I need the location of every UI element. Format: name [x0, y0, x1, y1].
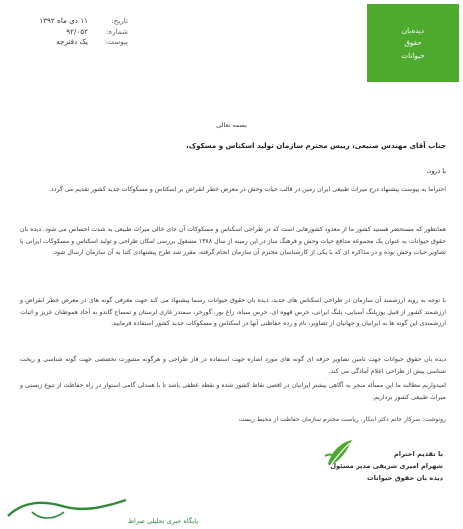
paragraph-5: امیدواریم مطالبه ما این مسأله منجر به آگاهی بیشتر ایرانیان در اقصی نقاط کشور شده و نقطه عطفی باشد تا با همدلی گامی استوار در راه حفاظت از تنوع زیستی و میراث طبیعی کشور برداریم.: [20, 382, 446, 401]
logo-line-1: دیده‌بان: [401, 26, 425, 36]
signature-block: [293, 448, 443, 485]
signer-name: شهرام امیری شریفی مدیر مسئول: [330, 462, 443, 471]
attachment-label: پیوست:: [104, 37, 128, 46]
letter-meta: [8, 16, 128, 48]
paragraph-4: دیده بان حقوق حیوانات جهت تامین تصاویر حرفه ای گونه های مورد اشاره جهت استفاده در فاز طراحی و هرگونه مشورت تخصصی جهت گونه شناسی و ریخت شناسی پیش از طراحی اعلام آمادگی می کند.: [20, 356, 446, 375]
watermark-text: پایگاه خبری تحلیلی صراط: [128, 517, 199, 525]
attachment-value: یک دفترچه: [56, 37, 88, 46]
news-site-watermark: [2, 492, 199, 526]
carbon-copy: رونوشت: سرکار خانم دکتر ابتکار، ریاست محترم سازمان حفاظت از محیط زیست: [238, 416, 446, 423]
closing-text: با تقدیم احترام: [393, 450, 443, 458]
logo-line-3: حیوانات: [401, 50, 425, 60]
paragraph-1: احتراما به پیوست پیشنهاد درج میراث طبیعی ایران زمین در قالب حیات وحش در معرض خطر انقراض بر اسکناس و مسکوکات جدید کشور تقدیم می گردد.: [48, 186, 446, 193]
greeting: با درود،: [426, 167, 446, 175]
paragraph-2: همانطور که مستحضر هستید کشور ما از معدود کشورهایی است که در طراحی اسکناس و مسکوکات آن جای خالی میراث طبیعی به شدت احساس می شود. دیده بان حقوق حیوانات به عنوان یک مجموعه مدافع حیات وحش و فرهنگ ساز در این زمینه از سال ۱۳۸۸ مشغول بررسی امکان طراحی و تولید اسکناس و مسکوکات ایرانی با تصاویر حیات وحش بوده و در مذاکره ای که با یکی از کارشناسان محترم آن سازمان انجام گرفته، مقرر شد طرح پیشنهادی کتبا به آن سازمان ارسال شود.: [20, 226, 446, 257]
meta-number-row: [8, 27, 128, 38]
date-label: تاریخ:: [111, 16, 128, 25]
meta-attachment-row: [8, 37, 128, 48]
paragraph-3: با توجه به رویه ارزشمند آن سازمان در طراحی اسکناس های جدید، دیده بان حقوق حیوانات رسما پیشنهاد می کند جهت معرفی گونه های در معرض خطر انقراض و ارزشمند کشور از قبیل یوزپلنگ آسیایی، پلنگ ایرانی، خرس قهوه ای، خرس سیاه، زاغ بور، گورخر، سمندر غاری لرستان و تمساح گاندو به آحاد هموطنان عزیز و اثبات ارزشمندی این گونه ها به ایرانیان و جهانیان از تصاویر، نام و رده حفاظتی آنها در اسکناس و مسکوکات جدید کشور استفاده فرمایید.: [20, 297, 446, 328]
date-value: ۱۱ دی ماه ۱۳۹۲: [39, 16, 88, 25]
meta-date-row: [8, 16, 128, 27]
organization-logo: [367, 4, 459, 82]
number-value: ۹۲/۰۵۲: [66, 26, 88, 36]
logo-line-2: حقوق: [404, 38, 422, 48]
signer-organization: دیده بان حقوق حیوانات: [367, 474, 443, 483]
number-label: شماره:: [105, 26, 128, 36]
addressee: جناب آقای مهندس صنیعی، رییس محترم سازمان تولید اسکناس و مسکوک،: [186, 141, 446, 150]
bismillah-heading: بسمه تعالی: [216, 121, 247, 129]
